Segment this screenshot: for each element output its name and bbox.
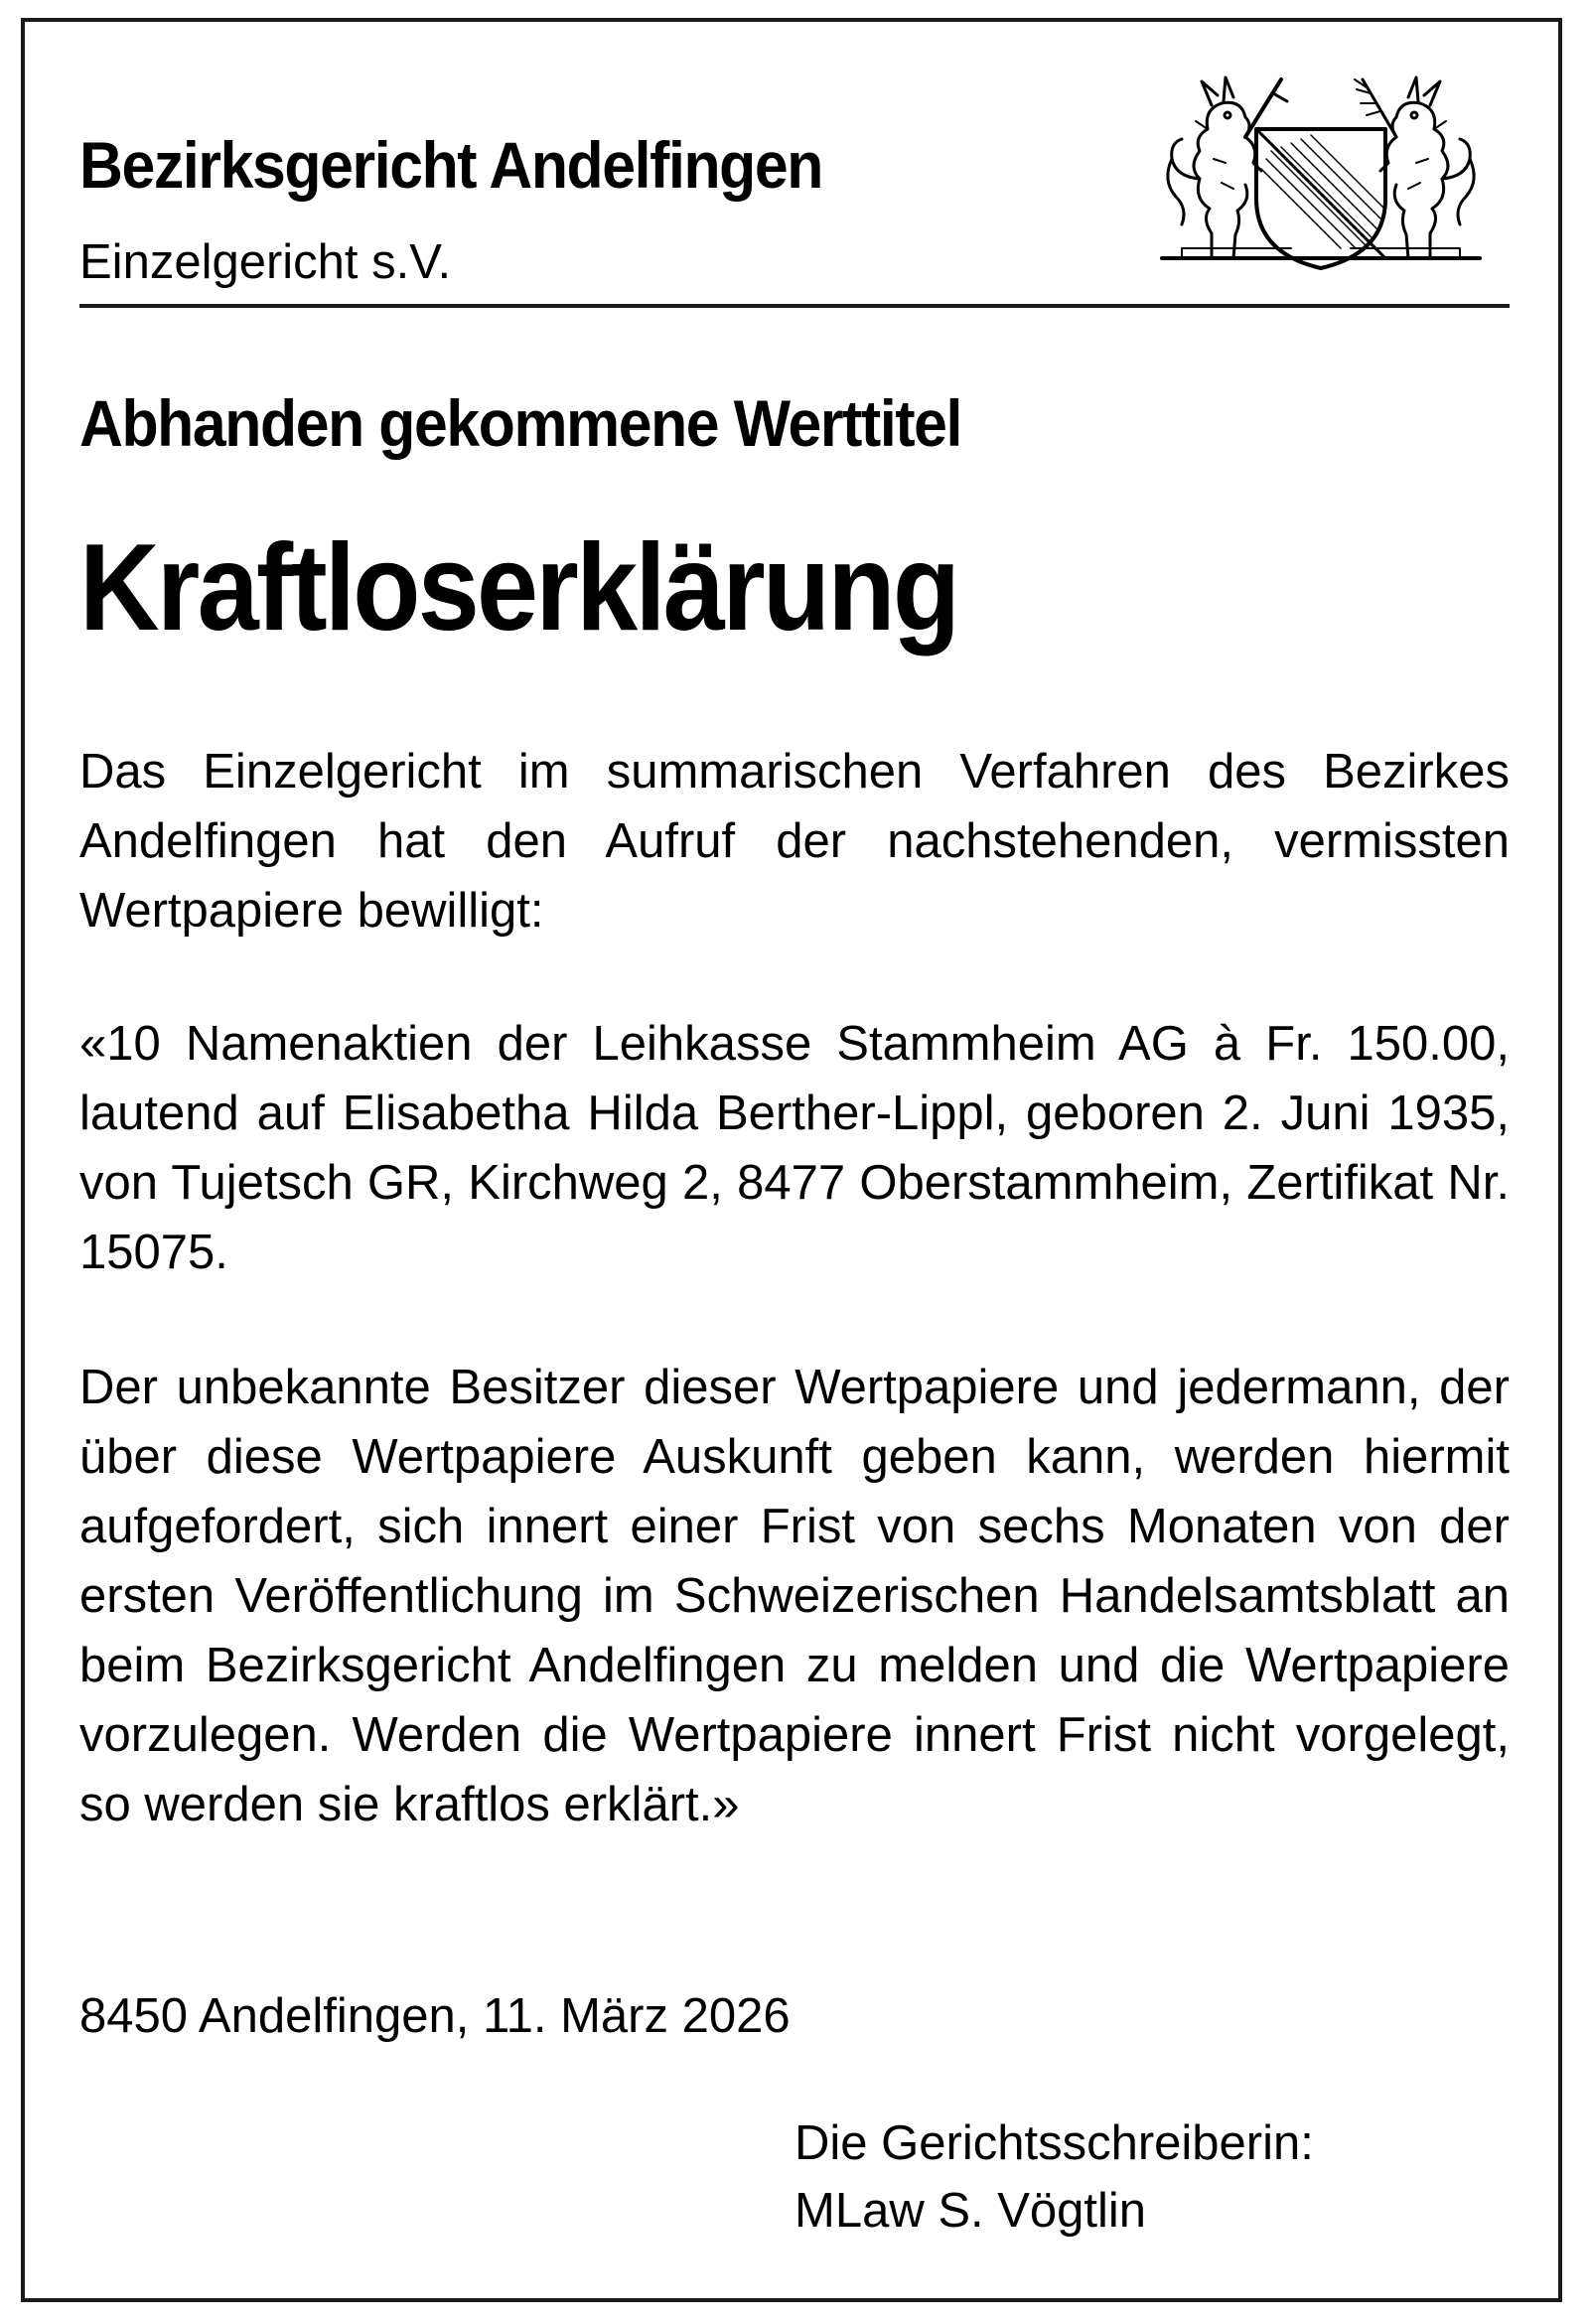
court-name: Bezirksgericht Andelfingen [79, 128, 823, 202]
header-divider [79, 304, 1510, 308]
notice-subject: Abhanden gekommene Werttitel [79, 386, 962, 460]
court-division: Einzelgericht s.V. [79, 235, 452, 289]
securities-description: «10 Namenaktien der Leihkasse Stammheim AG à Fr. 150.00, lautend auf Elisabetha Hilda Berther-Lippl, geboren 2. Juni 1935, von Tujetsch GR, Kirchweg 2, 8477 Oberstammheim, Zertifikat Nr. 15075. [79, 1017, 1510, 1279]
notice-headline: Kraftloserklärung [79, 519, 958, 656]
place-and-date: 8450 Andelfingen, 11. März 2026 [79, 1989, 791, 2043]
zurich-coat-of-arms-with-lions-icon [1142, 60, 1500, 278]
signatory-role: Die Gerichtsschreiberin: [794, 2116, 1314, 2170]
summons-paragraph: Der unbekannte Besitzer dieser Wertpapiere und jedermann, der über diese Wertpapiere Auskunft geben kann, werden hiermit aufgefordert, sich innert einer Frist von sechs Monaten von der ersten Veröffentlichung im Schweizerischen Handelsamtsblatt an beim Bezirksgericht Andelfingen zu melden und die Wertpapiere vorzulegen. Werden die Wertpapiere innert Frist nicht vorgelegt, so werden sie kraftlos erklärt.» [79, 1361, 1510, 1831]
signatory-name: MLaw S. Vögtlin [794, 2184, 1147, 2238]
intro-paragraph: Das Einzelgericht im summarischen Verfahren des Bezirkes Andelfingen hat den Aufruf der nachstehenden, vermissten Wertpapiere bewilligt: [79, 745, 1510, 938]
